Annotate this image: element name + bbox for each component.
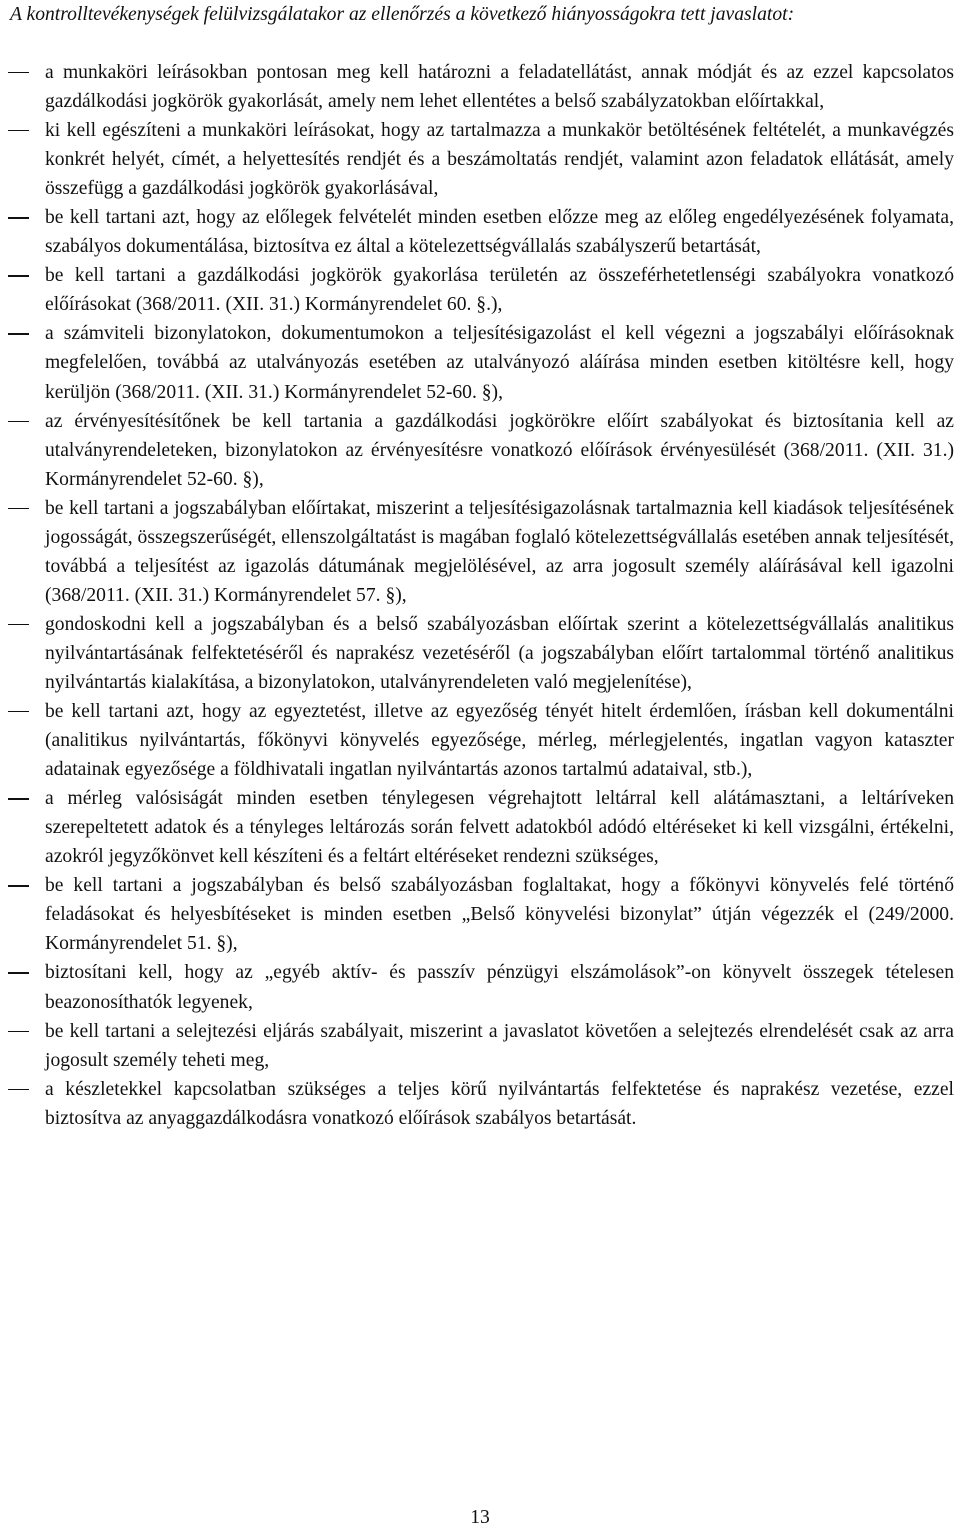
list-item [0,319,960,406]
list-item [0,958,960,1016]
list-item-text: gondoskodni kell a jogszabályban és a belső szabályozásban előírtak szerint a kötelezettségvállalás analitikus nyilvántartásának felfektetéséről és naprakész vezetéséről (a jogszabályban előírt tartalommal történő analitikus nyilvántartás kialakítása, a bizonylatokon, utalványrendeleten való megjelenítése), [45,613,954,693]
dash-bullet [8,508,29,509]
list-item [0,116,960,203]
dash-bullet [8,72,29,73]
dash-bullet [8,130,29,131]
dash-bullet [8,885,29,886]
dash-bullet [8,624,29,625]
list-item [0,1017,960,1075]
list-item-text: be kell tartani a jogszabályban előírtakat, miszerint a teljesítésigazolásnak tartalmaznia kell kiadások teljesítésének jogosságát, összegszerűségét, ellenszolgáltatást is magában foglaló kötelezettségvállalás esetében annak teljesítését, továbbá a teljesítést az igazolás dátumának megjelölésével, az arra jogosult személy aláírásával kell igazolni (368/2011. (XII. 31.) Kormányrendelet 57. §), [45,497,954,606]
list-item [0,261,960,319]
list-item [0,203,960,261]
list-item [0,784,960,871]
list-item-text: be kell tartani a gazdálkodási jogkörök gyakorlása területén az összeférhetetlenségi szabályokra vonatkozó előírásokat (368/2011. (XII. 31.) Kormányrendelet 60. §.), [45,265,954,316]
dash-bullet [8,275,29,276]
dash-bullet [8,972,29,973]
list-item-text: a mérleg valósiságát minden esetben ténylegesen végrehajtott leltárral kell alátámasztani, a leltáríveken szerepeltetett adatok és a tényleges leltározás során felvett adatokból adódó eltéréseket ki kell vizsgálni, értékelni, azokról jegyzőkönvet kell készíteni és a feltárt eltéréseket rendezni szükséges, [45,788,954,868]
list-item [0,58,960,116]
page-number: 13 [470,1507,490,1528]
list-item [0,494,960,610]
list-item-text: be kell tartani azt, hogy az előlegek felvételét minden esetben előzze meg az előleg engedélyezésének folyamata, szabályos dokumentálása, biztosítva ez által a kötelezettségvállalás szabályszerű betartását, [45,207,954,258]
recommendation-list [0,58,960,1133]
list-item [0,610,960,697]
dash-bullet [8,711,29,712]
dash-bullet [8,333,29,334]
list-item-text: be kell tartani a jogszabályban és belső szabályozásban foglaltakat, hogy a főkönyvi könyvelés felé történő feladásokat és helyesbítéseket is minden esetben „Belső könyvelési bizonylat” útján végezzék el (249/2000. Kormányrendelet 51. §), [45,875,954,955]
list-item-text: a készletekkel kapcsolatban szükséges a teljes körű nyilvántartás felfektetése és naprakész vezetése, ezzel biztosítva az anyaggazdálkodásra vonatkozó előírások szabályos betartását. [45,1078,954,1129]
dash-bullet [8,798,29,799]
list-item-text: be kell tartani azt, hogy az egyeztetést, illetve az egyezőség tényét hitelt érdemlően, írásban kell dokumentálni (analitikus nyilvántartás, főkönyvi könyvelés egyezősége, mérleg, mérlegjelentés, ingatlan vagyon kataszter adatainak egyezősége a földhivatali ingatlan nyilvántartás azonos tartalmú adataival, stb.), [45,701,954,781]
list-item [0,871,960,958]
dash-bullet [8,217,29,218]
dash-bullet [8,1031,29,1032]
list-item-text: a számviteli bizonylatokon, dokumentumokon a teljesítésigazolást el kell végezni a jogszabályi előírásoknak megfelelően, továbbá az utalványozás esetében az utalványozó aláírása minden esetben kitöltésre kell, hogy kerüljön (368/2011. (XII. 31.) Kormányrendelet 52-60. §), [45,323,954,403]
list-item [0,697,960,784]
dash-bullet [8,1089,29,1090]
dash-bullet [8,421,29,422]
intro-paragraph: A kontrolltevékenységek felülvizsgálatakor az ellenőrzés a következő hiányosságokra tett javaslatot: [10,4,795,25]
list-item-text: biztosítani kell, hogy az „egyéb aktív- és passzív pénzügyi elszámolások”-on könyvelt összegek tételesen beazonosíthatók legyenek, [45,962,954,1013]
list-item-text: az érvényesítésítőnek be kell tartania a gazdálkodási jogkörökre előírt szabályokat és biztosítania kell az utalványrendeleteken, bizonylatokon az érvényesítésre vonatkozó előírások érvényesülését (368/2011. (XII. 31.) Kormányrendelet 52-60. §), [45,410,954,490]
list-item-text: ki kell egészíteni a munkaköri leírásokat, hogy az tartalmazza a munkakör betöltésének feltételét, a munkavégzés konkrét helyét, címét, a helyettesítés rendjét és a beszámoltatás rendjét, valamint azon feladatok ellátását, amely összefügg a gazdálkodási jogkörök gyakorlásával, [45,120,954,200]
list-item [0,407,960,494]
list-item-text: a munkaköri leírásokban pontosan meg kell határozni a feladatellátást, annak módját és az ezzel kapcsolatos gazdálkodási jogkörök gyakorlását, amely nem lehet ellentétes a belső szabályzatokban előírtakkal, [45,62,954,113]
list-item [0,1075,960,1133]
list-item-text: be kell tartani a selejtezési eljárás szabályait, miszerint a javaslatot követően a selejtezés elrendelését csak az arra jogosult személy teheti meg, [45,1020,954,1071]
